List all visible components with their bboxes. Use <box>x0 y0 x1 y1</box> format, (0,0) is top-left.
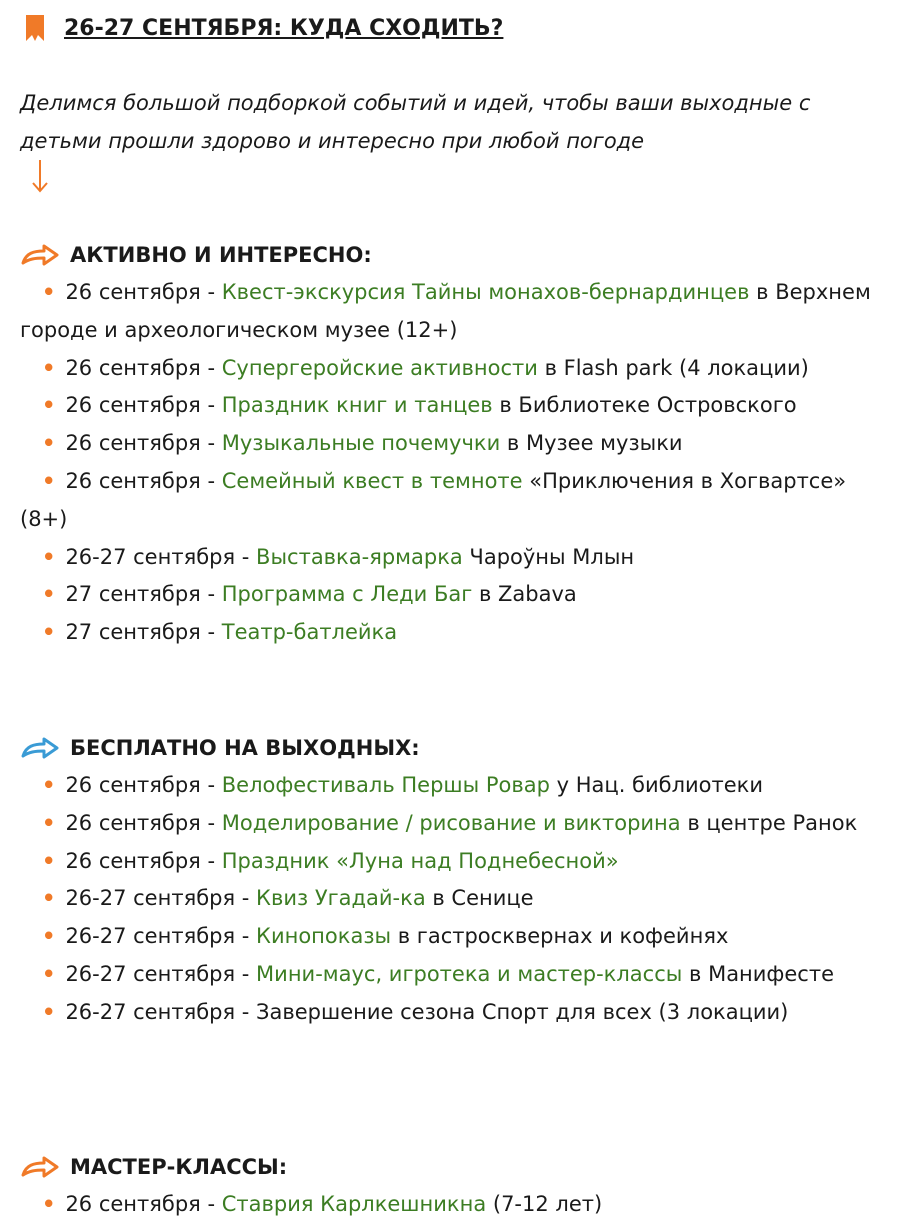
event-date: 26-27 сентября <box>65 924 236 949</box>
event-date: 26 сентября <box>65 280 201 304</box>
list-item <box>20 843 890 881</box>
event-date: 26 сентября <box>65 468 201 493</box>
bullet-icon: • <box>42 582 56 607</box>
event-date: 27 сентября <box>65 582 201 607</box>
down-arrow-icon <box>30 158 50 194</box>
bullet-icon: • <box>42 848 56 873</box>
event-date: 26 сентября <box>65 773 201 797</box>
list-item <box>20 918 890 956</box>
date-separator: - <box>200 773 222 797</box>
list-item <box>20 425 890 463</box>
date-separator: - <box>200 468 222 493</box>
bullet-icon: • <box>42 999 56 1024</box>
bullet-icon: • <box>42 924 56 949</box>
list-item <box>20 805 890 843</box>
header <box>24 12 503 44</box>
date-separator: - <box>200 848 222 873</box>
section-header <box>20 729 890 767</box>
list-item <box>20 1186 890 1224</box>
event-details: в Zabava <box>472 582 577 607</box>
event-details: (7-12 лет) <box>486 1192 603 1216</box>
list-item <box>20 614 890 652</box>
event-link[interactable]: Семейный квест в темноте <box>221 468 523 493</box>
event-details: в Верхнем городе и археологическом музее (12+) <box>20 280 871 342</box>
blue-share-arrow-icon <box>20 736 60 760</box>
date-separator: - <box>200 810 222 835</box>
event-details: в Манифесте <box>682 961 835 986</box>
event-link[interactable]: Праздник книг и танцев <box>221 393 493 418</box>
event-date: 26 сентября <box>65 1192 201 1216</box>
event-date: 26-27 сентября <box>65 999 236 1024</box>
event-date: 26 сентября <box>65 393 201 418</box>
list-item <box>20 539 890 577</box>
section-header <box>20 1148 890 1186</box>
list-item <box>20 576 890 614</box>
event-details: Завершение сезона Спорт для всех (3 локации) <box>256 999 789 1024</box>
section-title: АКТИВНО И ИНТЕРЕСНО: <box>70 243 372 267</box>
date-separator: - <box>200 355 222 380</box>
event-link[interactable]: Квест-экскурсия Тайны монахов-бернардинцев <box>221 280 750 304</box>
page-title[interactable]: 26-27 СЕНТЯБРЯ: КУДА СХОДИТЬ? <box>64 15 504 41</box>
list-item <box>20 387 890 425</box>
date-separator: - <box>200 582 222 607</box>
bullet-icon: • <box>42 620 56 645</box>
event-link[interactable]: Театр-батлейка <box>221 620 398 645</box>
bullet-icon: • <box>42 810 56 835</box>
event-date: 26-27 сентября <box>65 544 236 569</box>
list-item <box>20 274 890 350</box>
date-separator: - <box>235 886 257 911</box>
list-item <box>20 767 890 805</box>
event-link[interactable]: Супергеройские активности <box>221 355 538 380</box>
date-separator: - <box>235 924 257 949</box>
event-date: 26 сентября <box>65 848 201 873</box>
event-link[interactable]: Квиз Угадай-ка <box>256 886 426 911</box>
section-free <box>20 729 890 1032</box>
list-item <box>20 880 890 918</box>
event-list <box>20 767 890 1032</box>
date-separator: - <box>235 544 257 569</box>
event-date: 26 сентября <box>65 355 201 380</box>
section-title: БЕСПЛАТНО НА ВЫХОДНЫХ: <box>70 736 420 760</box>
event-link[interactable]: Праздник «Луна над Поднебесной» <box>221 848 619 873</box>
event-link[interactable]: Моделирование / рисование и викторина <box>221 810 681 835</box>
event-list <box>20 1186 890 1224</box>
intro-text: Делимся большой подборкой событий и идей, чтобы ваши выходные с детьми прошли здорово и интересно при любой погоде <box>20 91 811 153</box>
date-separator: - <box>200 620 222 645</box>
date-separator: - <box>235 961 257 986</box>
date-separator: - <box>200 280 222 304</box>
event-details: в центре Ранок <box>680 810 858 835</box>
bullet-icon: • <box>42 431 56 456</box>
event-details: Чароўны Млын <box>462 544 635 569</box>
event-link[interactable]: Ставрия Карлкешникна <box>221 1192 487 1216</box>
event-details: в Библиотеке Островского <box>492 393 797 418</box>
event-link[interactable]: Музыкальные почемучки <box>221 431 501 456</box>
bookmark-icon <box>24 13 46 43</box>
event-details: в Flash park (4 локации) <box>537 355 809 380</box>
bullet-icon: • <box>42 468 56 493</box>
event-link[interactable]: Выставка-ярмарка <box>256 544 463 569</box>
date-separator: - <box>200 393 222 418</box>
event-details: у Нац. библиотеки <box>549 773 764 797</box>
bullet-icon: • <box>42 961 56 986</box>
bullet-icon: • <box>42 773 56 797</box>
section-active <box>20 236 890 652</box>
orange-share-arrow-icon <box>20 1155 60 1179</box>
list-item <box>20 956 890 994</box>
event-link[interactable]: Кинопоказы <box>256 924 392 949</box>
bullet-icon: • <box>42 544 56 569</box>
section-masterclasses <box>20 1148 890 1224</box>
bullet-icon: • <box>42 886 56 911</box>
orange-share-arrow-icon <box>20 243 60 267</box>
event-date: 26 сентября <box>65 431 201 456</box>
section-title: МАСТЕР-КЛАССЫ: <box>70 1155 288 1179</box>
date-separator: - <box>200 1192 222 1216</box>
bullet-icon: • <box>42 1192 56 1216</box>
bullet-icon: • <box>42 393 56 418</box>
date-separator: - <box>200 431 222 456</box>
bullet-icon: • <box>42 355 56 380</box>
section-header <box>20 236 890 274</box>
event-details: в гастросквернах и кофейнях <box>391 924 729 949</box>
event-date: 26-27 сентября <box>65 886 236 911</box>
event-link[interactable]: Мини-маус, игротека и мастер-классы <box>256 961 683 986</box>
list-item <box>20 994 890 1032</box>
event-details: в Музее музыки <box>500 431 683 456</box>
list-item <box>20 350 890 388</box>
event-details: «Приключения в Хогвартсе» (8+) <box>20 468 847 531</box>
event-date: 27 сентября <box>65 620 201 645</box>
bullet-icon: • <box>42 280 56 304</box>
event-link[interactable]: Программа с Леди Баг <box>221 582 473 607</box>
date-separator: - <box>235 999 257 1024</box>
event-list <box>20 274 890 652</box>
event-details: в Сенице <box>425 886 534 911</box>
event-link[interactable]: Велофестиваль Першы Ровар <box>221 773 550 797</box>
event-date: 26 сентября <box>65 810 201 835</box>
list-item <box>20 463 890 539</box>
event-date: 26-27 сентября <box>65 961 236 986</box>
